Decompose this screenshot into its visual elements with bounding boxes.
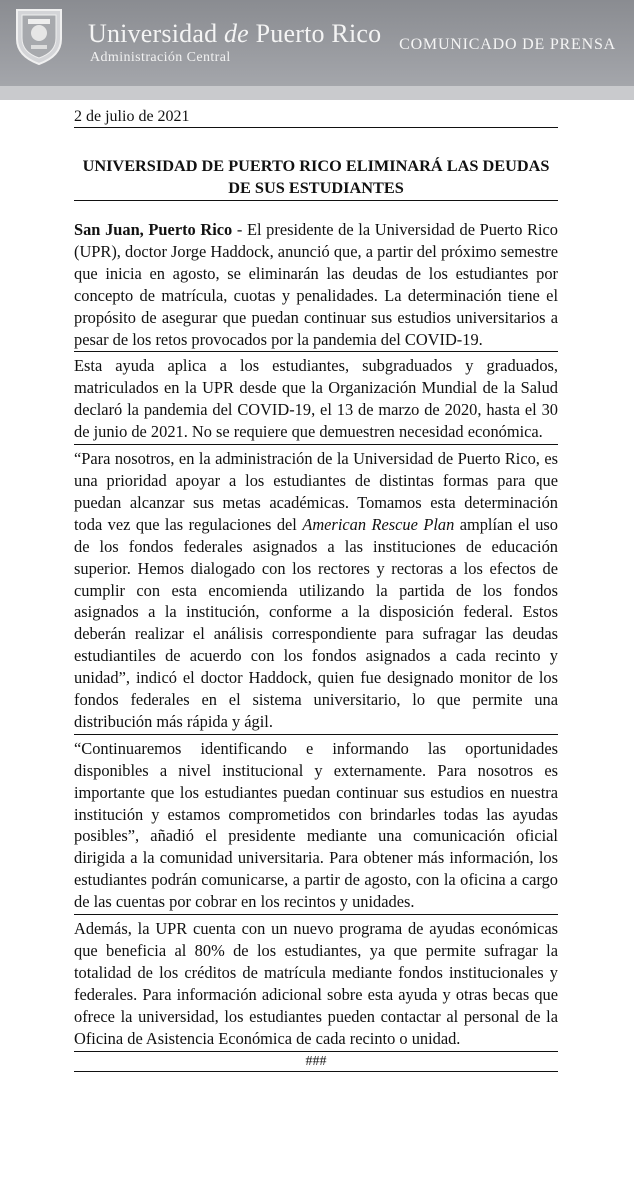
- university-seal-icon: [14, 7, 64, 65]
- paragraph-1: San Juan, Puerto Rico - El presidente de la Universidad de Puerto Rico (UPR), doctor Jorge Haddock, anunció que, a partir del próximo semestre que inicia en agosto, se eliminarán las deudas de los estudiantes por concepto de matrícula, cuotas y penalidades. La determinación tiene el propósito de asegurar que puedan continuar sus estudios universitarios a pesar de los retos provocados por la pandemia del COVID-19.: [74, 219, 558, 352]
- administration-subtitle: Administración Central: [90, 50, 231, 65]
- university-name: Universidad de Puerto Rico: [88, 19, 382, 48]
- release-date: 2 de julio de 2021: [74, 107, 558, 128]
- headline: UNIVERSIDAD DE PUERTO RICO ELIMINARÁ LAS DEUDAS DE SUS ESTUDIANTES: [74, 155, 558, 201]
- paragraph-4: “Continuaremos identificando e informando las oportunidades disponibles a nivel institucional y externamente. Para nosotros es importante que los estudiantes puedan continuar sus estudios en nuestra institución y estamos comprometidos con brindarles todas las ayudas posibles”, añadió el presidente mediante una comunicación oficial dirigida a la comunidad universitaria. Para obtener más información, los estudiantes podrán comunicarse, a partir de agosto, con la oficina a cargo de las cuentas por cobrar en los recintos y unidades.: [74, 738, 558, 915]
- dateline: San Juan, Puerto Rico: [74, 220, 233, 239]
- press-release-body: [74, 107, 558, 1072]
- end-mark: ###: [74, 1054, 558, 1072]
- american-rescue-plan: American Rescue Plan: [302, 514, 455, 534]
- letterhead: [0, 0, 634, 86]
- paragraph-3: “Para nosotros, en la administración de la Universidad de Puerto Rico, es una prioridad apoyar a los estudiantes de distintas formas para que puedan alcanzar sus metas académicas. Tomamos esta determinación toda vez que las regulaciones del American Rescue Plan amplían el uso de los fondos federales asignados a las instituciones de educación superior. Hemos dialogado con los rectores y rectoras a los efectos de cumplir con esta encomienda utilizando la partida de los fondos asignados a la institución, conforme a la disposición federal. Estos deberán realizar el análisis correspondiente para sufragar las deudas estudiantiles de acuerdo con los fondos asignados a cada recinto y unidad”, indicó el doctor Haddock, quien fue designado monitor de los fondos federales en el sistema universitario, lo que permite una distribución más rápida y ágil.: [74, 448, 558, 735]
- paragraph-2: Esta ayuda aplica a los estudiantes, subgraduados y graduados, matriculados en la UPR desde que la Organización Mundial de la Salud declaró la pandemia del COVID-19, el 13 de marzo de 2020, hasta el 30 de junio de 2021. No se requiere que demuestren necesidad económica.: [74, 355, 558, 445]
- press-release-label: COMUNICADO DE PRENSA: [399, 36, 616, 53]
- website-link[interactable]: www.upr.edu: [570, 174, 618, 184]
- paragraph-5: Además, la UPR cuenta con un nuevo programa de ayudas económicas que beneficia al 80% de los estudiantes, ya que permite sufragar la totalidad de los créditos de matrícula mediante fondos institucionales y federales. Para información adicional sobre esta ayuda y otras becas que ofrece la universidad, los estudiantes pueden contactar al personal de la Oficina de Asistencia Económica de cada recinto o unidad.: [74, 918, 558, 1051]
